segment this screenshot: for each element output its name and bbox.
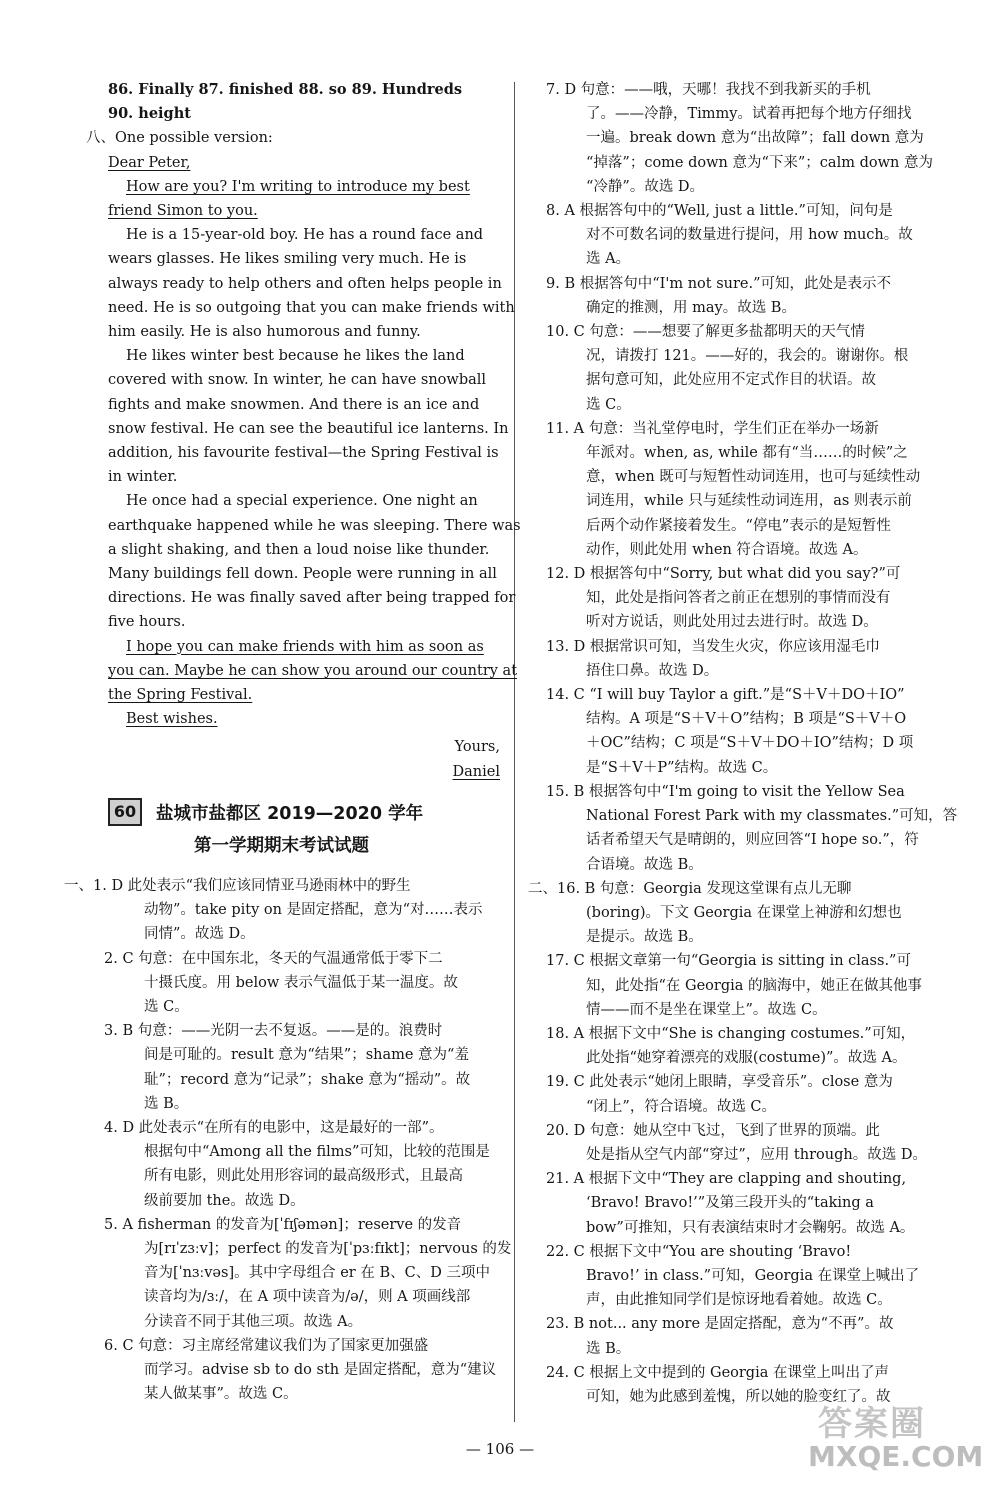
watermark-text-cn: 答案圈: [818, 1404, 926, 1444]
letter-sign-yours: Yours,: [454, 739, 500, 756]
watermark-logo: [808, 1396, 984, 1476]
left-column: [64, 78, 521, 1406]
answer-item-3: 3. B 句意：——光阴一去不复返。——是的。浪费时 间是可耻的。result 意为“结果”；shame 意为“羞 耻”；record 意为“记录”；shake 意为“摇动”。故 选 B。: [104, 1023, 471, 1112]
answer-item-21: 21. A 根据下文中“They are clapping and shouting, ‘Bravo! Bravo!’”及第三段开头的“taking a bow”可推知，只有表演结束时才会鞠躬。故选 A。: [546, 1171, 915, 1236]
letter-paragraph-1: How are you? I'm writing to introduce my best friend Simon to you.: [108, 178, 470, 220]
answer-item-12: 12. D 根据答句中“Sorry, but what did you say?”可 知，此处是指问答者之前正在想别的事情而没有 听对方说话，则此处用过去进行时。故选 D。: [546, 566, 901, 631]
answer-item-8: 8. A 根据答句中的“Well, just a little.”可知，问句是 对不可数名词的数量进行提问，用 how much。故 选 A。: [546, 203, 913, 268]
answer-item-19: 19. C 此处表示“她闭上眼睛，享受音乐”。close 意为 “闭上”，符合语境。故选 C。: [546, 1074, 893, 1115]
answer-line-86-89: 86. Finally 87. finished 88. so 89. Hundreds: [108, 81, 463, 98]
column-divider: [514, 82, 515, 1422]
answer-item-4: 4. D 此处表示“在所有的电影中，这是最好的一部”。 根据句中“Among all the films”可知，比较的范围是 所有电影，则此处用形容词的最高级形式，且最高 级前要加 the。故选 D。: [104, 1119, 490, 1209]
right-column: [528, 78, 958, 1409]
answer-item-2: 2. C 句意：在中国东北，冬天的气温通常低于零下二 十摄氏度。用 below 表示气温低于某一温度。故 选 C。: [104, 950, 458, 1015]
answer-item-16: 二、16. B 句意：Georgia 发现这堂课有点儿无聊 (boring)。下文 Georgia 在课堂上神游和幻想也 是提示。故选 B。: [528, 880, 902, 946]
answer-item-9: 9. B 根据答句中“I'm not sure.”可知，此处是表示不 确定的推测，用 may。故选 B。: [546, 275, 892, 316]
answer-item-24: 24. C 根据上文中提到的 Georgia 在课堂上叫出了声 可知，她为此感到羞愧，所以她的脸变红了。故: [546, 1364, 891, 1405]
section-heading: [86, 792, 500, 866]
answer-item-10: 10. C 句意：——想要了解更多盐都明天的天气情 况，请拨打 121。——好的，我会的。谢谢你。根 据句意可知，此处应用不定式作目的状语。故 选 C。: [546, 324, 909, 413]
answer-item-23: 23. B not... any more 是固定搭配，意为“不再”。故 选 B。: [546, 1316, 894, 1357]
answer-item-13: 13. D 根据常识可知，当发生火灾，你应该用湿毛巾 捂住口鼻。故选 D。: [546, 638, 880, 679]
letter-salutation: Dear Peter,: [108, 154, 191, 171]
letter-paragraph-5: I hope you can make friends with him as soon as you can. Maybe he can show you around our country at the Spring Festival.: [108, 638, 518, 704]
watermark-text-url: MXQE.COM: [808, 1440, 984, 1473]
answer-item-18: 18. A 根据下文中“She is changing costumes.”可知， 此处指“她穿着漂亮的戏服(costume)”。故选 A。: [546, 1025, 916, 1067]
page-number: — 106 —: [465, 1440, 535, 1458]
answer-item-22: 22. C 根据下文中“You are shouting ‘Bravo! Bravo!’ in class.”可知，Georgia 在课堂上喊出了 声，由此推知同学们是惊讶地看着她。故选 C。: [546, 1243, 920, 1309]
answer-item-5: 5. A fisherman 的发音为[ˈfɪʃəmən]；reserve 的发音 为[rɪˈzɜːv]；perfect 的发音为[ˈpɜːfɪkt]；nervous 的发 音为[ˈnɜːvəs]。其中字母组合 er 在 B、C、D 三项中 读音均为/ɜː/，在 A 项中读音为/ə/，则 A 项画线部 分读音不同于其他三项。故选 A。: [104, 1216, 512, 1330]
answer-item-20: 20. D 句意：她从空中飞过，飞到了世界的顶端。此 处是指从空气内部“穿过”，应用 through。故选 D。: [546, 1122, 927, 1163]
answer-item-6: 6. C 句意：习主席经常建议我们为了国家更加强盛 而学习。advise sb to do sth 是固定搭配，意为“建议 某人做某事”。故选 C。: [104, 1337, 497, 1403]
letter-sign-name: Daniel: [452, 763, 500, 780]
section-title-line-2: 第一学期期末考试试题: [194, 835, 369, 856]
answer-item-14: 14. C “I will buy Taylor a gift.”是“S＋V＋DO＋IO” 结构。A 项是“S＋V＋O”结构；B 项是“S＋V＋O ＋OC”结构；C 项是“S＋V＋DO＋IO”结构；D 项 是“S＋V＋P”结构。故选 C。: [546, 687, 914, 776]
answer-item-15: 15. B 根据答句中“I'm going to visit the Yellow Sea National Forest Park with my classmates.”可知，答 话者希望天气是晴朗的，则应回答“I hope so.”，符 合语境。故选 B。: [546, 783, 958, 873]
answer-item-7: 7. D 句意：——哦，天哪！我找不到我新买的手机 了。——冷静，Timmy。试着再把每个地方仔细找 一遍。break down 意为“出故障”；fall down 意为 “掉落”；come down 意为“下来”；calm down 意为 “冷静”。故选 D。: [546, 82, 933, 195]
letter-paragraph-3: He likes winter best because he likes the land covered with snow. In winter, he can have snowball fights and make snowmen. And there is an ice and snow festival. He can see the beautiful ice lanterns. In addition, his favourite festival—the Spring Festival is in winter.: [108, 348, 509, 486]
answer-item-11: 11. A 句意：当礼堂停电时，学生们正在举办一场新 年派对。when, as, while 都有“当……的时候”之 意，when 既可与短暂性动词连用，也可与延续性动 词连用，while 只与延续性动词连用，as 则表示前 后两个动作紧接着发生。“停电”表示的是短暂性 动作，则此处用 when 符合语境。故选 A。: [546, 420, 921, 558]
section-number-badge: 60: [108, 798, 142, 826]
letter-paragraph-2: He is a 15-year-old boy. He has a round face and wears glasses. He likes smiling very much. He is always ready to help others and often helps people in need. He is so outgoing that you can make friends with him easily. He is also humorous and funny.: [108, 227, 515, 341]
section-title-line-1: 盐城市盐都区 2019—2020 学年: [156, 803, 424, 824]
answer-item-17: 17. C 根据文章第一句“Georgia is sitting in class.”可 知，此处指“在 Georgia 的脑海中，她正在做其他事 情——而不是坐在课堂上”。故选 C。: [546, 953, 923, 1018]
letter-closing: Best wishes.: [126, 711, 218, 728]
letter-paragraph-4: He once had a special experience. One night an earthquake happened while he was sleeping. There was a slight shaking, and then a loud noise like thunder. Many buildings fell down. People were running in all directions. He was finally saved after being trapped for five hours.: [108, 493, 521, 631]
answer-item-1: 一、1. D 此处表示“我们应该同情亚马逊雨林中的野生 动物”。take pity on 是固定搭配，意为“对……表示 同情”。故选 D。: [64, 877, 483, 943]
section-8-label: 八、One possible version:: [86, 130, 273, 147]
answer-line-90: 90. height: [108, 105, 191, 123]
